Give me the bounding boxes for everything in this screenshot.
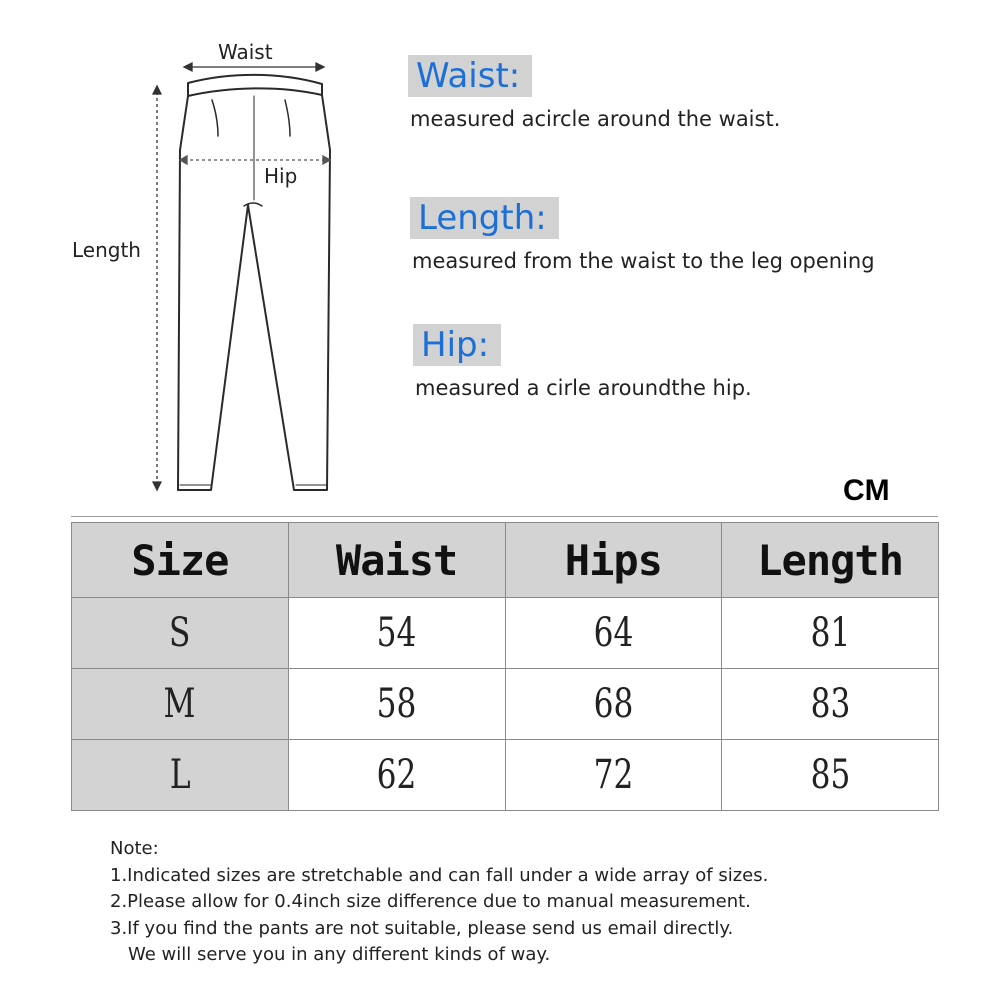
definition-description: measured acircle around the waist. [410,107,781,131]
size-cell [72,740,289,811]
hips-cell [505,740,722,811]
definition-term: Length: [410,197,559,239]
hip-label: Hip [264,164,298,188]
hips-cell [505,669,722,740]
table-header-row [72,523,939,598]
definition-waist [408,55,780,131]
cell-value: M [163,681,196,727]
definition-description: measured a cirle aroundthe hip. [415,376,752,400]
notes-section [110,836,768,969]
table-row [72,598,939,669]
note-line: We will serve you in any different kinds of way. [128,944,551,965]
cell-value: 85 [810,752,850,798]
definition-description: measured from the waist to the leg opening [412,249,875,273]
cell-value: 68 [593,681,634,727]
header-waist: Waist [288,523,505,598]
size-cell [72,669,289,740]
length-label: Length [72,238,141,262]
cell-value: 81 [810,610,850,656]
waist-cell [288,598,505,669]
unit-label: CM [843,474,890,507]
note-line: 3.If you find the pants are not suitable, please send us email directly. [110,917,734,939]
definition-hip [413,324,752,400]
note-line: 1.Indicated sizes are stretchable and can fall under a wide array of sizes. [110,864,769,886]
waist-cell [288,669,505,740]
notes-title: Note: [110,838,159,859]
table-row [72,669,939,740]
header-hips: Hips [505,523,722,598]
header-length: Length [722,523,939,598]
table-row [72,740,939,811]
length-cell [722,598,939,669]
cell-value: S [169,610,191,656]
cell-value: 58 [376,681,417,727]
note-line: 2.Please allow for 0.4inch size difference due to manual measurement. [110,891,751,912]
cell-value: 83 [810,681,850,727]
definition-length [410,197,875,273]
header-size: Size [72,523,289,598]
cell-value: 72 [593,752,634,798]
cell-value: 64 [593,610,634,656]
size-cell [72,598,289,669]
cell-value: 62 [376,752,417,798]
pants-outline-icon [0,0,400,510]
waist-label: Waist [218,40,273,64]
definition-term: Hip: [413,324,501,366]
hips-cell [505,598,722,669]
definition-term: Waist: [408,55,532,97]
waist-cell [288,740,505,811]
cell-value: 54 [376,610,417,656]
pants-diagram [0,0,400,510]
length-cell [722,669,939,740]
size-table [71,522,939,811]
cell-value: L [169,752,191,798]
length-cell [722,740,939,811]
